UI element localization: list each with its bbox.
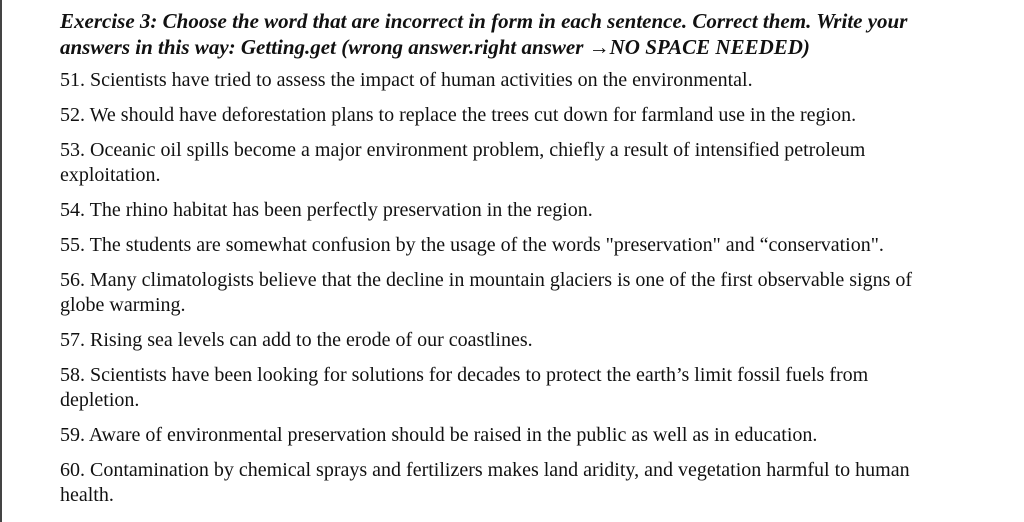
instructions-line-1: Exercise 3: Choose the word that are incorrect in form in each sentence. Correct them. Write your	[60, 9, 908, 33]
sentence-59	[60, 423, 1018, 448]
sentence-56-line-2: globe warming.	[60, 294, 186, 316]
sentence-55-line-1: 55. The students are somewhat confusion by the usage of the words "preservation" and “conservation".	[60, 234, 884, 256]
sentence-57-line-1: 57. Rising sea levels can add to the erode of our coastlines.	[60, 329, 533, 351]
sentence-52	[60, 103, 1018, 128]
sentence-56	[60, 268, 1018, 318]
sentence-59-line-1: 59. Aware of environmental preservation should be raised in the public as well as in education.	[60, 424, 818, 446]
exercise-instructions	[60, 8, 1018, 60]
sentence-60	[60, 458, 1018, 508]
sentence-58-line-1: 58. Scientists have been looking for solutions for decades to protect the earth’s limit fossil fuels from	[60, 364, 869, 386]
sentence-58	[60, 363, 1018, 413]
sentence-51	[60, 68, 1018, 93]
exercise-sheet	[60, 8, 1018, 518]
sentence-53	[60, 138, 1018, 188]
sentence-57	[60, 328, 1018, 353]
sentence-54-line-1: 54. The rhino habitat has been perfectly preservation in the region.	[60, 199, 593, 221]
sentence-58-line-2: depletion.	[60, 389, 140, 411]
sentence-53-line-2: exploitation.	[60, 164, 161, 186]
sentence-56-line-1: 56. Many climatologists believe that the decline in mountain glaciers is one of the first observable signs of	[60, 269, 913, 291]
sentence-54	[60, 198, 1018, 223]
sentence-51-line-1: 51. Scientists have tried to assess the impact of human activities on the environmental.	[60, 69, 753, 91]
page-left-border	[0, 0, 2, 522]
sentence-55	[60, 233, 1018, 258]
sentence-53-line-1: 53. Oceanic oil spills become a major environment problem, chiefly a result of intensified petroleum	[60, 139, 866, 161]
instructions-line-2: answers in this way: Getting.get (wrong answer.right answer →NO SPACE NEEDED)	[60, 35, 810, 59]
sentence-60-line-2: health.	[60, 484, 114, 506]
sentence-60-line-1: 60. Contamination by chemical sprays and fertilizers makes land aridity, and vegetation harmful to human	[60, 459, 910, 481]
sentence-52-line-1: 52. We should have deforestation plans to replace the trees cut down for farmland use in the region.	[60, 104, 857, 126]
